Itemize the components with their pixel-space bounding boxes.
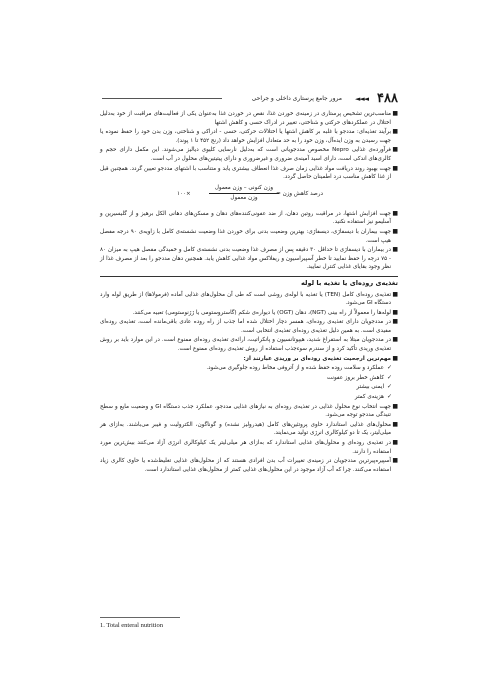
- check-mark-icon: ✓: [386, 364, 392, 372]
- list-item: [100, 336, 398, 353]
- square-bullet-icon: ■: [392, 246, 398, 254]
- list-item-text: جهت انتخاب نوع محلول غذایی در تغذیه‌ی روده‌ای به نیازهای غذایی مددجو، عملکرد جذب دستگاه GI و وضعیت مایع و سطح تنیدگی مددجو توجه می‌شود.: [100, 403, 391, 419]
- bullet-list-d: [100, 403, 398, 475]
- list-item-text: آسپیره‌پیرترین مددجویان در زمینه‌ی تغییرات آب بدن افرادی هستند که از محلول‌های غذایی تغلیظ‌شده یا حاوی کالری زیاد استفاده می‌کنند. چرا که آب آزاد موجود در این محلول‌های غذایی کمتر از محلول‌های غذایی استاندارد است.: [100, 458, 391, 473]
- footnote-rule: [100, 617, 180, 618]
- sub-list-item-text: هزینه‌ی کمتر: [354, 394, 384, 401]
- section-heading: تغذیه‌ی روده‌ای یا تغذیه با لوله: [100, 276, 398, 288]
- footnote: 1. Total enteral nutrition: [100, 622, 163, 629]
- page-number: ۴۸۸: [377, 91, 398, 106]
- header-rule: [102, 98, 222, 99]
- sub-list-item: [100, 374, 398, 383]
- formula-numerator: وزن کنونی – وزن معمول: [209, 184, 279, 195]
- list-item-text: مهم‌ترین ارجحیت تغذیه‌ی روده‌ای بر وریدی عبارتند از:: [243, 355, 391, 362]
- formula-denominator: وزن معمول: [230, 195, 258, 202]
- page-header: [102, 92, 398, 106]
- square-bullet-icon: ■: [392, 402, 398, 410]
- square-bullet-icon: ■: [392, 439, 398, 446]
- sub-list-item: [100, 383, 398, 392]
- list-item: [100, 210, 398, 227]
- list-item: [100, 457, 398, 474]
- square-bullet-icon: ■: [392, 336, 398, 344]
- page-content: [100, 110, 398, 475]
- weight-loss-formula: [169, 184, 329, 206]
- list-item-text: لوله‌ها را معمولاً از راه بینی (NGT)، دهان (OGT) یا دیواره‌ی شکم (گاستروستومی یا ژژنوستومی) تعبیه می‌کنند.: [132, 309, 391, 316]
- list-item-text: در بیماران با دیسفاژی تا حداقل ۳۰ دقیقه پس از مصرف غذا وضعیت بدنی نشسته‌ی کامل و خمیدگی مفصل هیپ به میزان ۸۰ - ۷۵ درجه را حفظ نمایید تا خطر آسپیراسیون و ریفلاکس مواد غذایی کاهش یابد. همچنین دهان مددجو را بعد از مصرف غذا از نظر وجود بقایای غذایی کنترل نمایید.: [100, 247, 392, 271]
- list-item-text: جهت بیماران با دیسفاژی، دیسفاژی: بهترین وضعیت بدنی برای خوردن غذا وضعیت نشسته‌ی کامل با زاویه‌ی ۹۰ درجه مفصل هیپ است.: [100, 228, 392, 244]
- square-bullet-icon: ■: [392, 457, 398, 465]
- list-item: [100, 128, 398, 145]
- sub-bullet-list: [100, 364, 398, 401]
- arrows-icon: ◄◄◄: [354, 95, 368, 103]
- list-item-text: جهت افزایش اشتها، در مراقبت روتین دهان، از ضد عفونی‌کننده‌های دهان و مسکن‌های دهانی الکل برهیز و از گلیسیرین و آسلیمو نیز استفاده نکنید.: [100, 210, 391, 226]
- sub-list-item-text: ایمنی بیشتر: [356, 384, 384, 391]
- list-item: [100, 165, 398, 182]
- formula-factor: ×۱۰۰: [177, 190, 191, 197]
- running-title: مرور جامع پرستاری داخلی و جراحی: [251, 95, 342, 102]
- square-bullet-icon: ■: [392, 110, 398, 117]
- sub-list-item-text: عملکرد و سلامت روده حفظ شده و از آتروفی مخاط روده جلوگیری می‌شود.: [206, 365, 384, 372]
- check-mark-icon: ✓: [386, 383, 392, 391]
- list-item: [100, 439, 398, 456]
- formula-fraction: [209, 184, 279, 203]
- list-item: [100, 421, 398, 438]
- list-item-text: مناسب‌ترین تشخیص پرستاری در زمینه‌ی خوردن غذا، نقص در خوردن غذا به‌عنوان یکی از فعالیت‌های مراقبت از خود به‌دلیل اختلال در عملکردهای حرکتی و شناختی، تغییر در ادراک حسی و کاهش اشتها: [100, 111, 391, 126]
- list-item-text: در مددجویان دارای تغذیه‌ی روده‌ای، همسر دچار اختلال شده اما جذب از راه روده عادی باقی‌مانده است، تغذیه‌ی روده‌ای مفیدی است. به همین دلیل تغذیه‌ی روده‌ای تغذیه‌ی انتخابی است.: [100, 319, 391, 334]
- check-mark-icon: ✓: [386, 393, 392, 401]
- sub-list-item: [100, 393, 398, 402]
- list-item-text: در مددجویان مبتلا به استفراغ شدید، هیپوتانسیون و پانکراتیت، ارائه‌ی تغذیه‌ی روده‌ای ممنوع است. در این موارد باید بر روش تغذیه‌ی وریدی تأکید کرد و از سندرم سوءجذب استفاده از روش تغذیه‌ی روده‌ای ممنوع است.: [100, 337, 391, 353]
- square-bullet-icon: ■: [392, 318, 398, 326]
- bullet-list-a: [100, 110, 398, 182]
- square-bullet-icon: ■: [392, 146, 398, 154]
- list-item: [100, 291, 398, 308]
- check-mark-icon: ✓: [386, 373, 392, 381]
- square-bullet-icon: ■: [392, 128, 398, 136]
- square-bullet-icon: ■: [392, 164, 398, 172]
- square-bullet-icon: ■: [392, 227, 398, 235]
- list-item-text: در تغذیه‌ی روده‌ای و محلول‌های غذایی استاندارد که به‌ازای هر میلی‌لیتر یک کیلوکالری انرژی آزاد می‌کنند بیش‌ترین مورد استفاده را دارند.: [100, 440, 391, 455]
- square-bullet-icon: ■: [392, 354, 398, 362]
- list-item-text: تغذیه‌ی روده‌ای کامل (TEN) یا تغذیه با لوله‌ی روشی است که طی آن محلول‌های غذایی آماده (فرمولاها) از طریق لوله وارد دستگاه GI می‌شود.: [100, 291, 392, 307]
- formula-lhs: درصد کاهش وزن =: [276, 190, 323, 197]
- list-item: [100, 146, 398, 163]
- list-item: [100, 110, 398, 127]
- square-bullet-icon: ■: [392, 209, 398, 217]
- bullet-list-b: [100, 210, 398, 272]
- list-item-text: فرآورده‌ی غذایی Nepro مخصوص مددجویانی است که به‌دلیل نارسایی کلیوی دیالیز می‌شوند. این مکمل دارای حجم و کالری‌های اندکی است، دارای اسید آمینه‌ی ضروری و غیرضروری و دارای پیتیتین‌های محلول در آب است.: [100, 147, 391, 162]
- list-item: [100, 318, 398, 335]
- list-item: [100, 228, 398, 245]
- square-bullet-icon: ■: [392, 290, 398, 298]
- list-item: [100, 403, 398, 420]
- list-item: [100, 355, 398, 364]
- sub-list-item: [100, 364, 398, 373]
- sub-list-item-text: کاهش خطر بروز عفونت: [326, 374, 384, 381]
- list-item: [100, 309, 398, 318]
- list-item: [100, 246, 398, 272]
- list-item-text: محلول‌های غذایی استاندارد حاوی پروتئین‌های کامل (هیدرولیز نشده) و گوناگون، الکترولیت و فیبر می‌باشند. به‌ازای هر میلی‌لیتر، یک تا دو کیلوکالری انرژی تولید می‌نمایند.: [100, 421, 391, 437]
- bullet-list-c: [100, 291, 398, 364]
- square-bullet-icon: ■: [392, 420, 398, 428]
- square-bullet-icon: ■: [392, 308, 398, 316]
- list-item-text: برآیند تغذیه‌ای: مددجو با غلبه بر کاهش اشتها یا اختلالات حرکتی، حسی - ادراکی و شناختی، وزن بدن خود را حفظ نموده یا جهت رسیدن به وزن ایده‌آل، وزن خود را به حد متعادل افزایش خواهد داد (رنج ۴۵۲ تا ۱ پوند).: [100, 129, 391, 144]
- list-item-text: جهت بهبود روند دریافت مواد غذایی زمان صرف غذا انعطاف بیشتری یابد و متناسب با اشتهای مددجو تعیین گردد. همچنین قبل از غذا کاهش مناسب درد اطمینان حاصل گردد.: [100, 165, 391, 181]
